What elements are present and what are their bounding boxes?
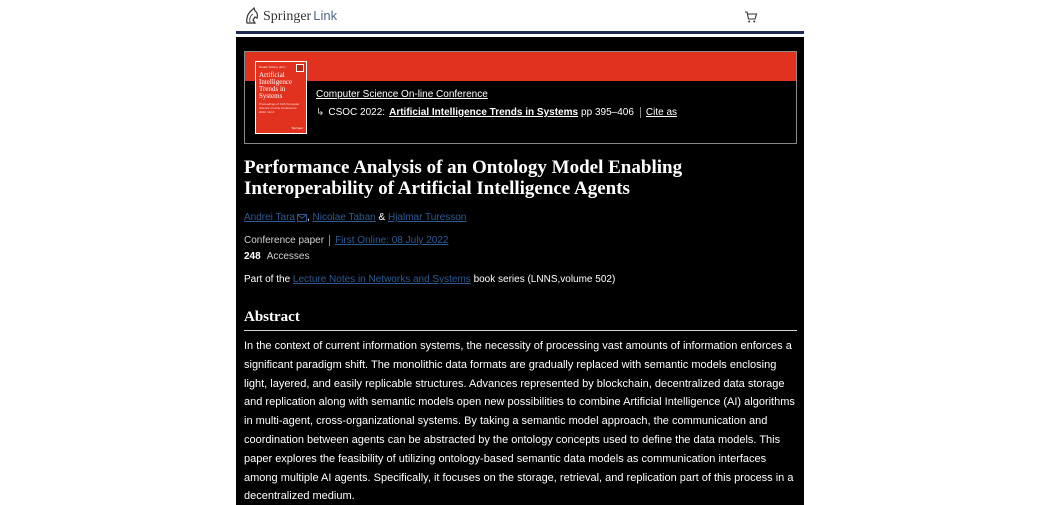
- author-link[interactable]: Andrei Tara: [244, 212, 295, 223]
- author-link[interactable]: Hjalmar Turesson: [387, 212, 467, 223]
- author-list: [244, 212, 466, 223]
- book-title-link[interactable]: Artificial Intelligence Trends in Systems: [389, 107, 579, 118]
- springer-link-logo[interactable]: [244, 6, 337, 26]
- publication-meta: [244, 235, 448, 246]
- accesses-count: 248: [244, 251, 261, 262]
- accesses-label: Accesses: [266, 251, 310, 262]
- paper-title: Performance Analysis of an Ontology Model Enabling Interoperability of Artificial Intelligence Agents: [244, 157, 683, 199]
- series-link[interactable]: Lecture Notes in Networks and Systems: [292, 274, 471, 285]
- first-online-link[interactable]: First Online: 08 July 2022: [335, 235, 449, 246]
- author-separator: &: [378, 212, 386, 223]
- cover-title: Artificial Intelligence Trends in Systems: [259, 71, 293, 100]
- divider: [640, 107, 641, 118]
- book-banner: [245, 52, 796, 81]
- book-info-box: [244, 51, 797, 144]
- author-separator: ,: [306, 212, 310, 223]
- cover-badge-icon: [296, 64, 304, 72]
- book-series-line: [316, 107, 677, 118]
- divider: [329, 235, 330, 246]
- conference-link[interactable]: Computer Science On-line Conference: [316, 89, 488, 100]
- springer-horse-icon: [244, 6, 260, 26]
- email-icon[interactable]: [297, 214, 307, 222]
- part-of-prefix: Part of the: [244, 274, 291, 285]
- article-content: [236, 37, 804, 505]
- author-link[interactable]: Nicolae Taban: [312, 212, 376, 223]
- cart-icon[interactable]: [744, 10, 758, 24]
- series-prefix: CSOC 2022:: [328, 107, 386, 118]
- abstract-heading: Abstract: [244, 309, 797, 331]
- subdirectory-arrow-icon: ↳: [316, 107, 325, 118]
- content-type: Conference paper: [244, 235, 325, 246]
- page-range: pp 395–406: [581, 107, 634, 118]
- logo-secondary-text: Link: [313, 7, 338, 23]
- cover-editors: Radek Silhavy (Ed.): [259, 65, 286, 69]
- series-suffix: book series (LNNS,volume 502): [473, 274, 616, 285]
- logo-primary-text: Springer: [263, 8, 312, 24]
- logo-wordmark: [263, 8, 337, 25]
- cover-subtitle: Proceedings of 11th Computer Science On-line Conference 2022, Vol 2: [259, 102, 300, 114]
- access-metrics: [244, 251, 309, 262]
- cite-as-link[interactable]: Cite as: [645, 107, 678, 118]
- book-series-note: [244, 274, 615, 285]
- top-navigation-bar: [236, 0, 804, 34]
- cover-publisher: Springer: [291, 126, 303, 130]
- book-cover-image[interactable]: [255, 61, 307, 134]
- abstract-text: In the context of current information systems, the necessity of processing vast amounts of information enforces a significant paradigm shift. The monolithic data formats are gradually replaced with semantic models enclosing light, layered, and easily replicable structures. Advances represented by blockchain, decentralized data storage and replication along with semantic models open new possibilities to combine Artificial Intelligence (AI) algorithms in multi-agent, cross-organizational systems. By taking a semantic model approach, the communication and coordination between agents can be abstracted by the ontology concepts used to define the data models. This paper explores the feasibility of utilizing ontology-based semantic data models as communication interfaces among multiple AI agents. Specifically, it focuses on the storage, retrieval, and replication part of this process in a decentralized medium.: [244, 340, 795, 503]
